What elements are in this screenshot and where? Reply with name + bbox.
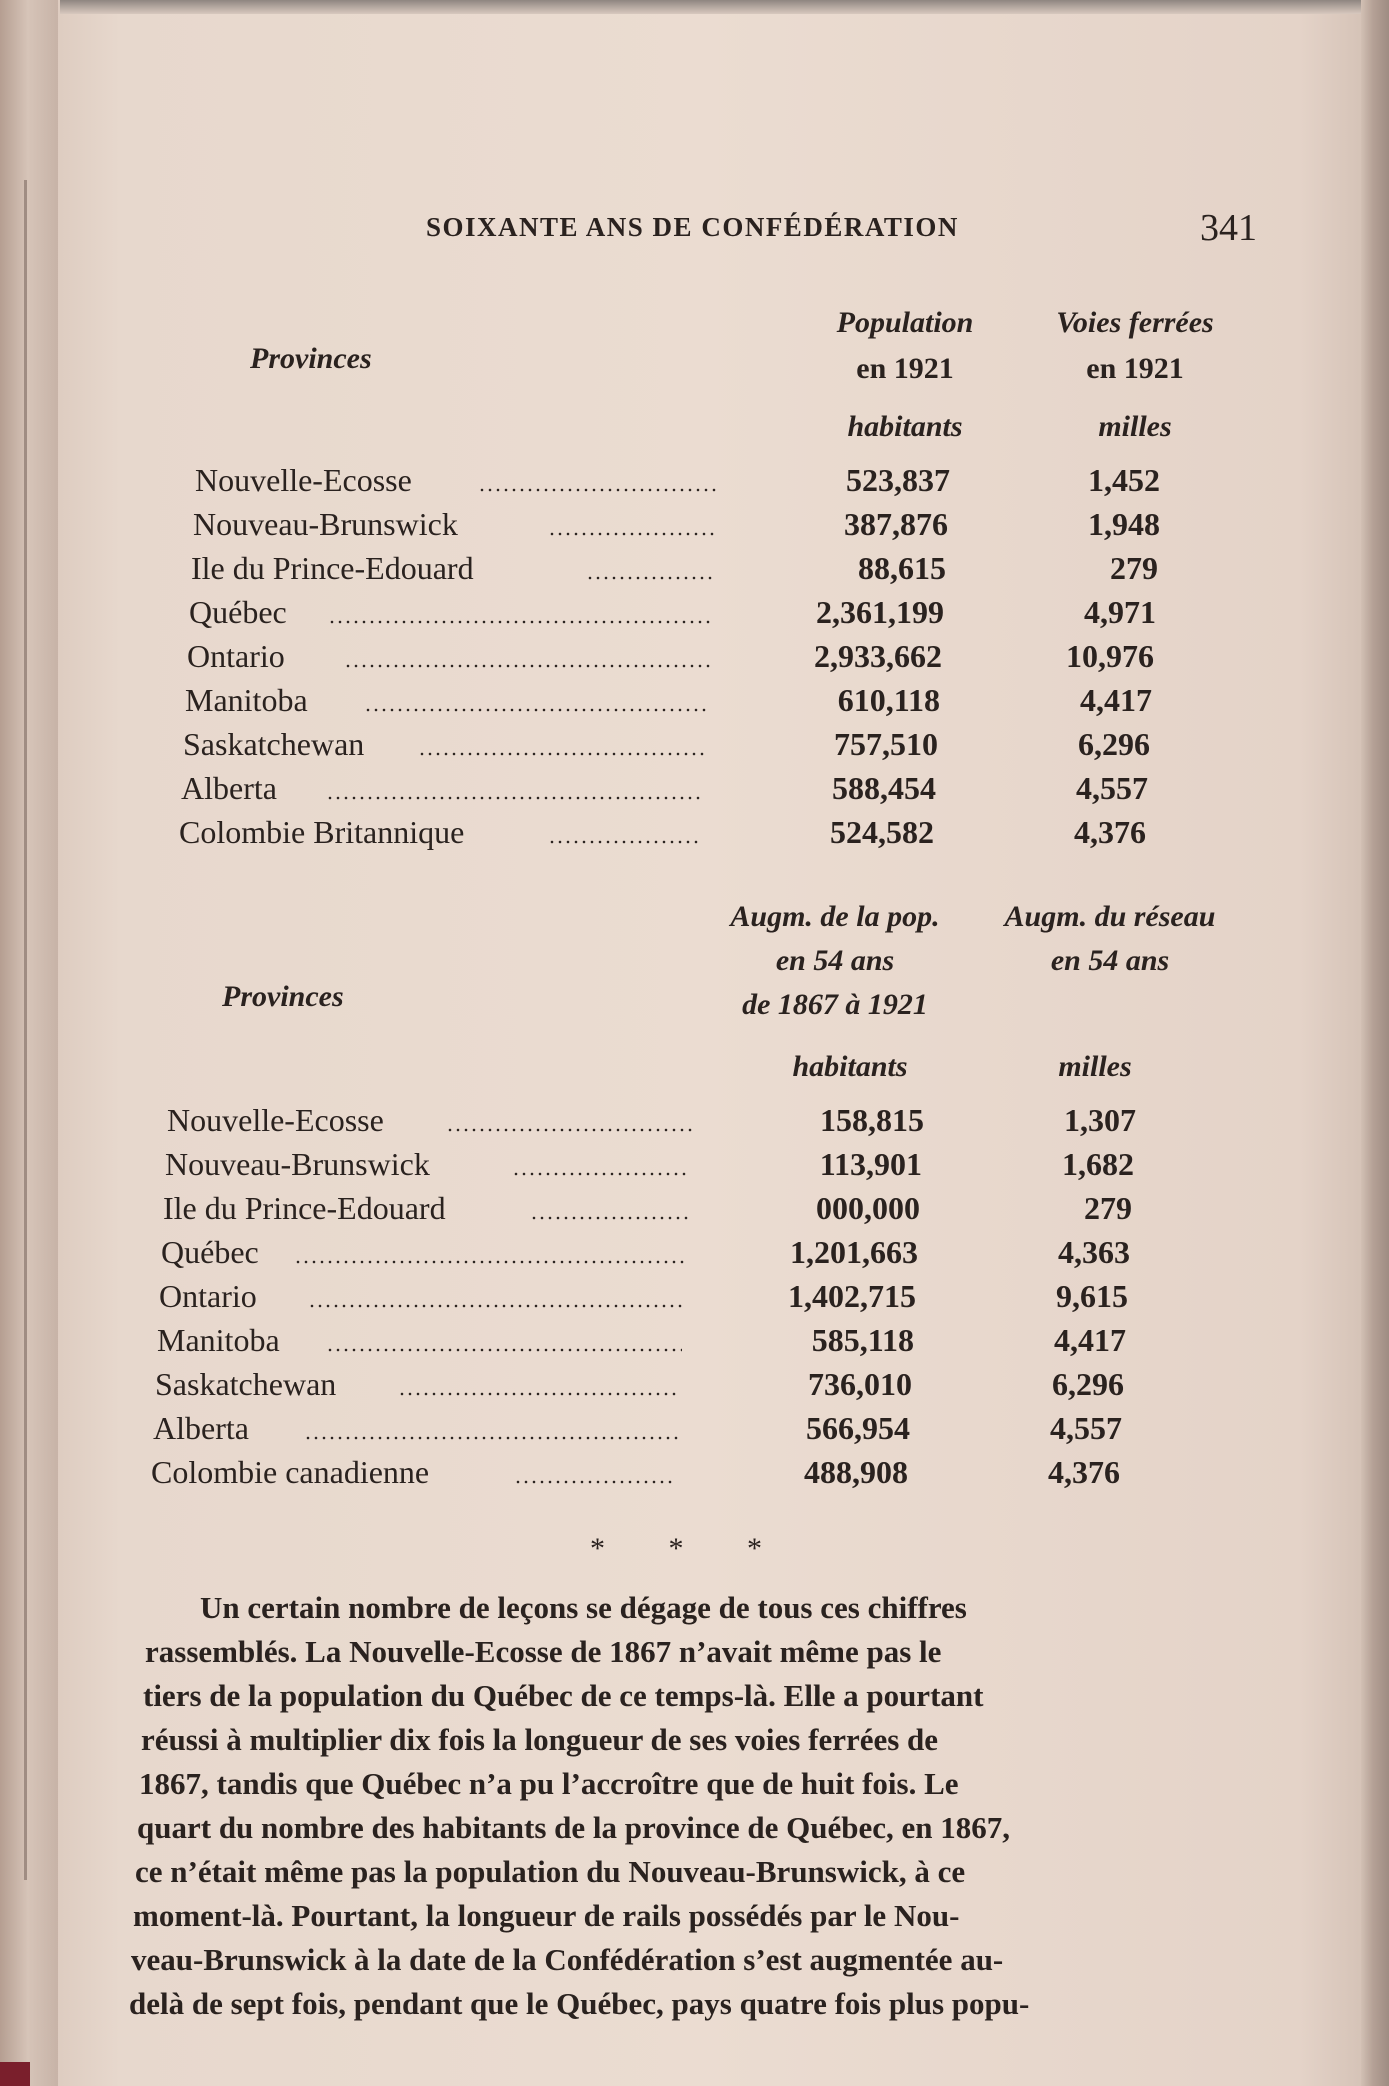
rail-growth-value: 279 xyxy=(1084,1190,1132,1226)
population-growth-value: 1,402,715 xyxy=(788,1278,916,1314)
rail-growth-value: 4,417 xyxy=(1054,1322,1126,1358)
population-growth-unit: habitants xyxy=(792,1050,908,1083)
table-row xyxy=(0,722,1389,766)
table-row xyxy=(0,1362,1389,1406)
table-row xyxy=(0,458,1389,502)
table-row xyxy=(0,502,1389,546)
population-value: 524,582 xyxy=(830,814,934,850)
table-row xyxy=(0,1274,1389,1318)
page-top-edge xyxy=(60,0,1389,14)
province-name: Nouveau-Brunswick xyxy=(165,1146,430,1182)
dot-leader xyxy=(478,488,718,492)
province-name: Saskatchewan xyxy=(155,1366,337,1402)
paragraph-line: réussi à multiplier dix fois la longueur de ses voies ferrées de xyxy=(141,1722,939,1757)
population-value: 588,454 xyxy=(832,770,936,806)
rail-growth-value: 4,557 xyxy=(1050,1410,1122,1446)
province-name: Colombie canadienne xyxy=(151,1454,430,1490)
dot-leader xyxy=(514,1480,676,1484)
dot-leader xyxy=(398,1392,680,1396)
dot-leader xyxy=(418,752,706,756)
population-year: en 1921 xyxy=(856,352,954,385)
book-binding xyxy=(0,0,58,2086)
population-growth-header: Augm. de la pop. xyxy=(730,900,940,933)
paragraph-line: moment-là. Pourtant, la longueur de rails possédés par le Nou- xyxy=(133,1898,960,1933)
rail-growth-unit: milles xyxy=(1058,1050,1132,1083)
table-row xyxy=(0,1230,1389,1274)
population-value: 523,837 xyxy=(846,462,950,498)
paragraph-line: tiers de la population du Québec de ce temps-là. Elle a pourtant xyxy=(143,1678,984,1713)
population-growth-value: 585,118 xyxy=(811,1322,914,1358)
dot-leader xyxy=(548,840,702,844)
rail-value: 10,976 xyxy=(1066,638,1154,674)
dot-leader xyxy=(364,708,708,712)
rail-value: 1,948 xyxy=(1088,506,1160,542)
province-name: Ile du Prince-Edouard xyxy=(163,1190,446,1226)
province-name: Ile du Prince-Edouard xyxy=(191,550,474,586)
province-name: Colombie Britannique xyxy=(179,814,465,850)
province-name: Québec xyxy=(189,594,287,630)
paragraph-line: delà de sept fois, pendant que le Québec, pays quatre fois plus popu- xyxy=(129,1986,1030,2021)
population-growth-value: 158,815 xyxy=(820,1102,924,1138)
population-growth-value: 1,201,663 xyxy=(790,1234,918,1270)
provinces-header: Provinces xyxy=(250,342,372,375)
dot-leader xyxy=(294,1260,686,1264)
rail-growth-value: 6,296 xyxy=(1052,1366,1124,1402)
dot-leader xyxy=(308,1304,684,1308)
population-header: Population xyxy=(836,306,974,339)
province-name: Ontario xyxy=(159,1278,257,1314)
dot-leader xyxy=(326,1348,682,1352)
running-title: SOIXANTE ANS DE CONFÉDÉRATION xyxy=(426,212,959,242)
rail-growth-header: Augm. du réseau xyxy=(1004,900,1216,933)
dot-leader xyxy=(548,532,716,536)
population-value: 610,118 xyxy=(837,682,940,718)
rail-growth-value: 9,615 xyxy=(1056,1278,1128,1314)
table-row xyxy=(0,810,1389,854)
rail-year: en 1921 xyxy=(1086,352,1184,385)
rail-growth-period: en 54 ans xyxy=(1050,944,1170,977)
dot-leader xyxy=(512,1172,690,1176)
rail-value: 1,452 xyxy=(1088,462,1160,498)
rail-value: 4,971 xyxy=(1084,594,1156,630)
province-name: Alberta xyxy=(181,770,277,806)
dot-leader xyxy=(586,576,714,580)
paragraph-line: quart du nombre des habitants de la province de Québec, en 1867, xyxy=(137,1810,1010,1845)
province-name: Nouvelle-Ecosse xyxy=(195,462,412,498)
dot-leader xyxy=(304,1436,678,1440)
table-row xyxy=(0,1098,1389,1142)
population-growth-value: 000,000 xyxy=(816,1190,920,1226)
population-growth-value: 488,908 xyxy=(804,1454,908,1490)
population-value: 2,361,199 xyxy=(816,594,944,630)
population-growth-value: 736,010 xyxy=(808,1366,912,1402)
province-name: Manitoba xyxy=(185,682,308,718)
cover-corner xyxy=(0,2062,30,2086)
rail-growth-value: 4,363 xyxy=(1058,1234,1130,1270)
table-row xyxy=(0,1406,1389,1450)
province-name: Saskatchewan xyxy=(183,726,365,762)
rail-value: 6,296 xyxy=(1078,726,1150,762)
table-row xyxy=(0,1450,1389,1494)
population-growth-years: de 1867 à 1921 xyxy=(742,988,928,1021)
province-name: Québec xyxy=(161,1234,259,1270)
paragraph-line: 1867, tandis que Québec n’a pu l’accroître que de huit fois. Le xyxy=(139,1766,959,1801)
rail-growth-value: 1,682 xyxy=(1062,1146,1134,1182)
dot-leader xyxy=(328,620,712,624)
binding-crease xyxy=(24,180,27,1880)
section-separator: * * * xyxy=(590,1532,790,1565)
table-row xyxy=(0,590,1389,634)
paragraph-line: Un certain nombre de leçons se dégage de tous ces chiffres xyxy=(200,1590,967,1625)
table-row xyxy=(0,766,1389,810)
paragraph-line: ce n’était même pas la population du Nouveau-Brunswick, à ce xyxy=(135,1854,966,1889)
population-value: 2,933,662 xyxy=(814,638,942,674)
page-number: 341 xyxy=(1200,207,1257,249)
province-name: Manitoba xyxy=(157,1322,280,1358)
rail-growth-value: 1,307 xyxy=(1064,1102,1136,1138)
table-row xyxy=(0,678,1389,722)
dot-leader xyxy=(446,1128,692,1132)
province-name: Nouvelle-Ecosse xyxy=(167,1102,384,1138)
rail-unit: milles xyxy=(1098,410,1172,443)
paragraph-line: rassemblés. La Nouvelle-Ecosse de 1867 n’avait même pas le xyxy=(145,1634,942,1669)
dot-leader xyxy=(344,664,710,668)
rail-header: Voies ferrées xyxy=(1056,306,1214,339)
population-value: 757,510 xyxy=(834,726,938,762)
province-name: Nouveau-Brunswick xyxy=(193,506,458,542)
dot-leader xyxy=(530,1216,688,1220)
rail-value: 279 xyxy=(1110,550,1158,586)
rail-value: 4,417 xyxy=(1080,682,1152,718)
dot-leader xyxy=(326,796,704,800)
population-growth-period: en 54 ans xyxy=(775,944,895,977)
table-row xyxy=(0,1318,1389,1362)
table-row xyxy=(0,546,1389,590)
province-name: Alberta xyxy=(153,1410,249,1446)
rail-value: 4,376 xyxy=(1074,814,1146,850)
table-row xyxy=(0,1142,1389,1186)
population-value: 88,615 xyxy=(858,550,946,586)
rail-value: 4,557 xyxy=(1076,770,1148,806)
paragraph-line: veau-Brunswick à la date de la Confédération s’est augmentée au- xyxy=(131,1942,1004,1977)
table-row xyxy=(0,634,1389,678)
page-right-edge xyxy=(1361,0,1389,2086)
population-unit: habitants xyxy=(847,410,963,443)
rail-growth-value: 4,376 xyxy=(1048,1454,1120,1490)
province-name: Ontario xyxy=(187,638,285,674)
population-value: 387,876 xyxy=(844,506,948,542)
provinces-header: Provinces xyxy=(222,980,344,1013)
table-row xyxy=(0,1186,1389,1230)
population-growth-value: 113,901 xyxy=(819,1146,922,1182)
population-growth-value: 566,954 xyxy=(806,1410,910,1446)
